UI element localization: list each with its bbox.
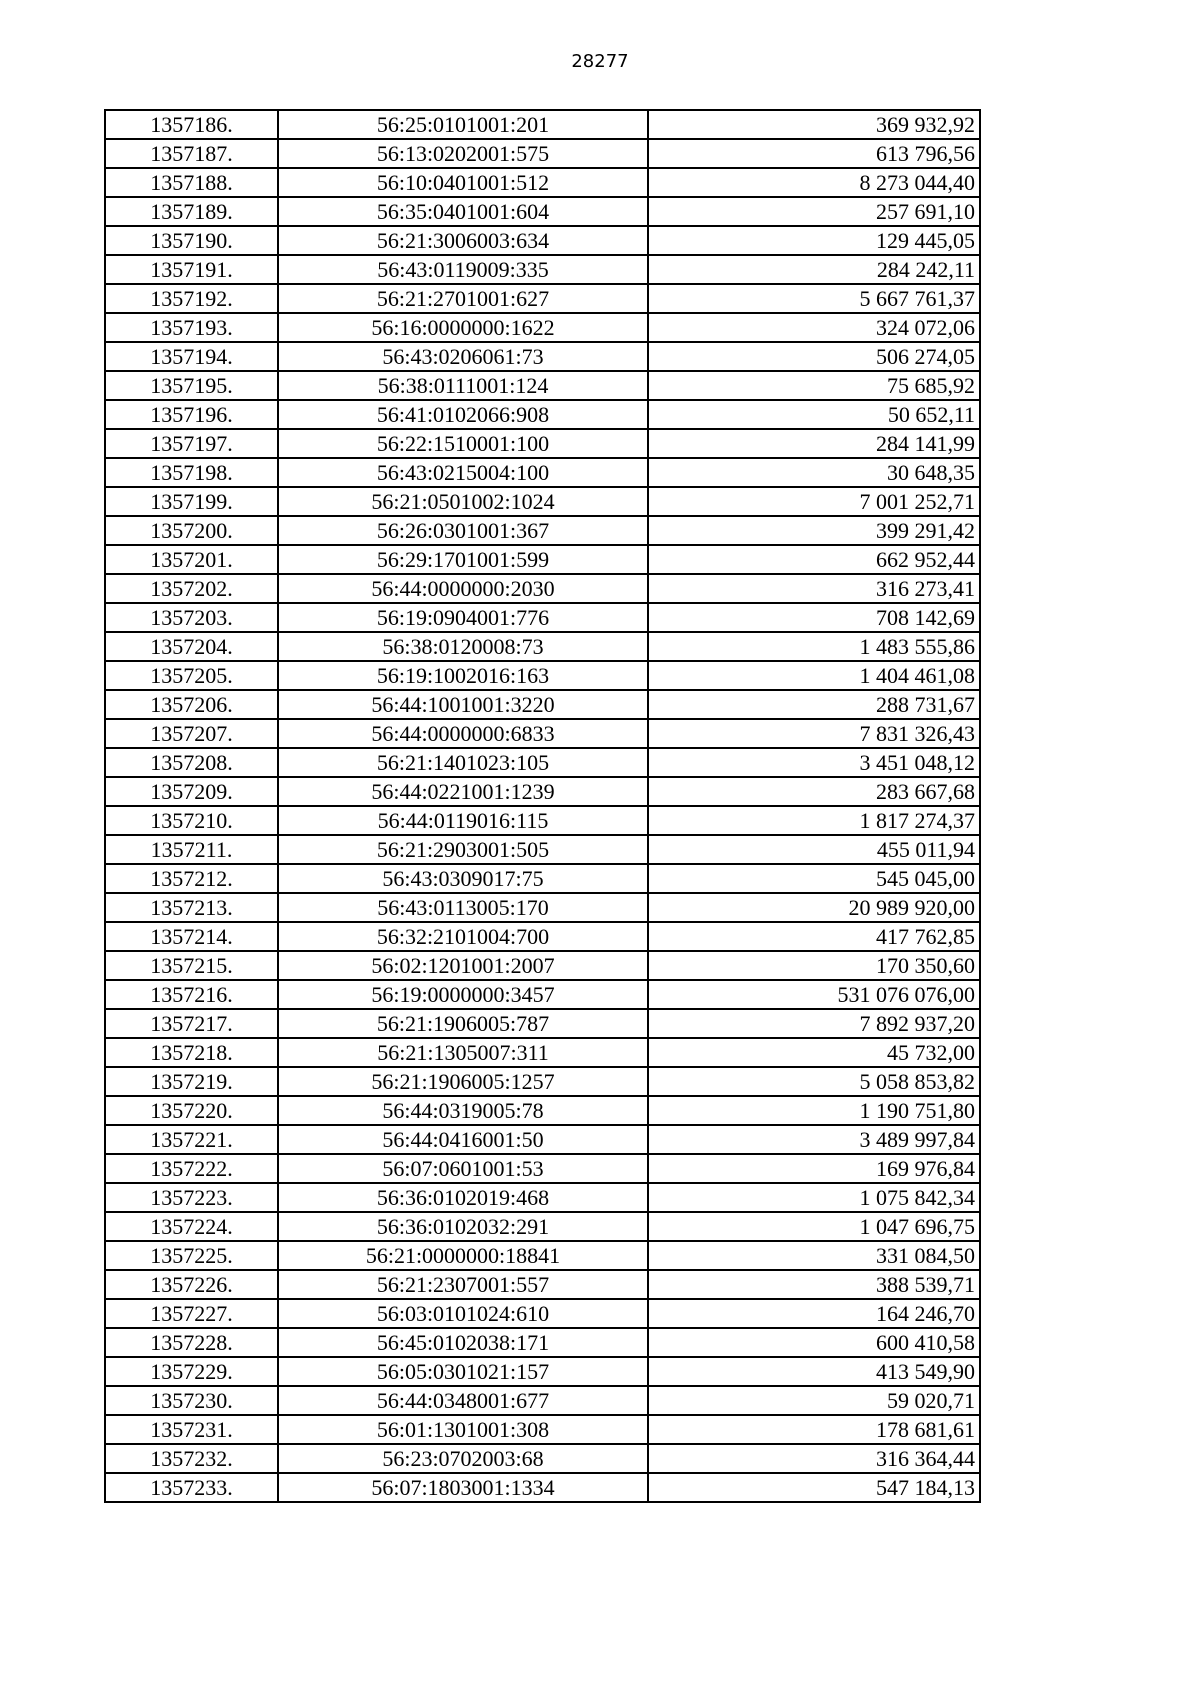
- cadastral-value-cell: 164 246,70: [648, 1299, 980, 1328]
- cadastral-value-cell: 1 047 696,75: [648, 1212, 980, 1241]
- row-number-cell: 1357224.: [105, 1212, 278, 1241]
- cadastral-number-cell: 56:44:0416001:50: [278, 1125, 648, 1154]
- cadastral-number-cell: 56:35:0401001:604: [278, 197, 648, 226]
- cadastral-value-cell: 283 667,68: [648, 777, 980, 806]
- row-number-cell: 1357202.: [105, 574, 278, 603]
- cadastral-value-cell: 369 932,92: [648, 110, 980, 139]
- cadastral-value-cell: 5 058 853,82: [648, 1067, 980, 1096]
- cadastral-value-cell: 613 796,56: [648, 139, 980, 168]
- cadastral-number-cell: 56:23:0702003:68: [278, 1444, 648, 1473]
- row-number-cell: 1357197.: [105, 429, 278, 458]
- row-number-cell: 1357200.: [105, 516, 278, 545]
- cadastral-number-cell: 56:32:2101004:700: [278, 922, 648, 951]
- cadastral-number-cell: 56:44:0221001:1239: [278, 777, 648, 806]
- table-row: [105, 1154, 980, 1183]
- row-number-cell: 1357194.: [105, 342, 278, 371]
- cadastral-number-cell: 56:43:0215004:100: [278, 458, 648, 487]
- table-row: [105, 1241, 980, 1270]
- cadastral-value-cell: 288 731,67: [648, 690, 980, 719]
- cadastral-number-cell: 56:29:1701001:599: [278, 545, 648, 574]
- row-number-cell: 1357227.: [105, 1299, 278, 1328]
- cadastral-number-cell: 56:19:0000000:3457: [278, 980, 648, 1009]
- cadastral-value-cell: 600 410,58: [648, 1328, 980, 1357]
- cadastral-number-cell: 56:10:0401001:512: [278, 168, 648, 197]
- row-number-cell: 1357196.: [105, 400, 278, 429]
- row-number-cell: 1357220.: [105, 1096, 278, 1125]
- cadastral-number-cell: 56:01:1301001:308: [278, 1415, 648, 1444]
- table-row: [105, 661, 980, 690]
- cadastral-number-cell: 56:21:2307001:557: [278, 1270, 648, 1299]
- row-number-cell: 1357214.: [105, 922, 278, 951]
- cadastral-value-cell: 284 141,99: [648, 429, 980, 458]
- table-row: [105, 284, 980, 313]
- table-row: [105, 893, 980, 922]
- row-number-cell: 1357232.: [105, 1444, 278, 1473]
- cadastral-number-cell: 56:44:0319005:78: [278, 1096, 648, 1125]
- cadastral-number-cell: 56:38:0111001:124: [278, 371, 648, 400]
- row-number-cell: 1357207.: [105, 719, 278, 748]
- cadastral-value-cell: 413 549,90: [648, 1357, 980, 1386]
- cadastral-value-cell: 1 483 555,86: [648, 632, 980, 661]
- table-row: [105, 1183, 980, 1212]
- cadastral-number-cell: 56:21:2701001:627: [278, 284, 648, 313]
- cadastral-number-cell: 56:36:0102019:468: [278, 1183, 648, 1212]
- row-number-cell: 1357211.: [105, 835, 278, 864]
- row-number-cell: 1357212.: [105, 864, 278, 893]
- table-row: [105, 545, 980, 574]
- row-number-cell: 1357219.: [105, 1067, 278, 1096]
- cadastral-number-cell: 56:36:0102032:291: [278, 1212, 648, 1241]
- cadastral-number-cell: 56:21:0501002:1024: [278, 487, 648, 516]
- cadastral-value-cell: 388 539,71: [648, 1270, 980, 1299]
- cadastral-number-cell: 56:44:0119016:115: [278, 806, 648, 835]
- cadastral-value-cell: 75 685,92: [648, 371, 980, 400]
- cadastral-value-cell: 170 350,60: [648, 951, 980, 980]
- table-row: [105, 226, 980, 255]
- table-row: [105, 719, 980, 748]
- cadastral-number-cell: 56:13:0202001:575: [278, 139, 648, 168]
- row-number-cell: 1357190.: [105, 226, 278, 255]
- cadastral-value-cell: 169 976,84: [648, 1154, 980, 1183]
- row-number-cell: 1357186.: [105, 110, 278, 139]
- cadastral-number-cell: 56:21:1906005:1257: [278, 1067, 648, 1096]
- cadastral-value-cell: 129 445,05: [648, 226, 980, 255]
- table-row: [105, 1125, 980, 1154]
- cadastral-number-cell: 56:21:1401023:105: [278, 748, 648, 777]
- table-body: [105, 110, 980, 1502]
- cadastral-value-cell: 7 001 252,71: [648, 487, 980, 516]
- row-number-cell: 1357223.: [105, 1183, 278, 1212]
- table-row: [105, 951, 980, 980]
- cadastral-value-cell: 1 404 461,08: [648, 661, 980, 690]
- cadastral-value-cell: 708 142,69: [648, 603, 980, 632]
- cadastral-value-cell: 324 072,06: [648, 313, 980, 342]
- row-number-cell: 1357203.: [105, 603, 278, 632]
- cadastral-value-cell: 1 817 274,37: [648, 806, 980, 835]
- table-row: [105, 806, 980, 835]
- row-number-cell: 1357231.: [105, 1415, 278, 1444]
- cadastral-number-cell: 56:21:0000000:18841: [278, 1241, 648, 1270]
- table-row: [105, 1386, 980, 1415]
- cadastral-value-cell: 399 291,42: [648, 516, 980, 545]
- cadastral-number-cell: 56:21:2903001:505: [278, 835, 648, 864]
- cadastral-number-cell: 56:38:0120008:73: [278, 632, 648, 661]
- cadastral-value-cell: 257 691,10: [648, 197, 980, 226]
- cadastral-number-cell: 56:43:0206061:73: [278, 342, 648, 371]
- table-row: [105, 574, 980, 603]
- cadastral-number-cell: 56:21:1305007:311: [278, 1038, 648, 1067]
- cadastral-number-cell: 56:21:3006003:634: [278, 226, 648, 255]
- row-number-cell: 1357226.: [105, 1270, 278, 1299]
- cadastral-value-cell: 50 652,11: [648, 400, 980, 429]
- cadastral-value-cell: 662 952,44: [648, 545, 980, 574]
- cadastral-number-cell: 56:44:0000000:6833: [278, 719, 648, 748]
- row-number-cell: 1357199.: [105, 487, 278, 516]
- cadastral-value-cell: 531 076 076,00: [648, 980, 980, 1009]
- cadastral-value-cell: 417 762,85: [648, 922, 980, 951]
- row-number-cell: 1357204.: [105, 632, 278, 661]
- table-row: [105, 777, 980, 806]
- cadastral-value-cell: 316 273,41: [648, 574, 980, 603]
- cadastral-number-cell: 56:07:0601001:53: [278, 1154, 648, 1183]
- row-number-cell: 1357222.: [105, 1154, 278, 1183]
- cadastral-value-cell: 1 190 751,80: [648, 1096, 980, 1125]
- table-row: [105, 864, 980, 893]
- row-number-cell: 1357229.: [105, 1357, 278, 1386]
- cadastral-number-cell: 56:02:1201001:2007: [278, 951, 648, 980]
- cadastral-number-cell: 56:05:0301021:157: [278, 1357, 648, 1386]
- table-row: [105, 1299, 980, 1328]
- cadastral-value-table: [104, 109, 981, 1503]
- table-row: [105, 1212, 980, 1241]
- cadastral-number-cell: 56:19:1002016:163: [278, 661, 648, 690]
- cadastral-value-cell: 547 184,13: [648, 1473, 980, 1502]
- row-number-cell: 1357233.: [105, 1473, 278, 1502]
- table-row: [105, 690, 980, 719]
- cadastral-value-cell: 30 648,35: [648, 458, 980, 487]
- row-number-cell: 1357208.: [105, 748, 278, 777]
- row-number-cell: 1357205.: [105, 661, 278, 690]
- row-number-cell: 1357192.: [105, 284, 278, 313]
- cadastral-value-cell: 8 273 044,40: [648, 168, 980, 197]
- table-row: [105, 1473, 980, 1502]
- cadastral-value-cell: 7 892 937,20: [648, 1009, 980, 1038]
- cadastral-number-cell: 56:03:0101024:610: [278, 1299, 648, 1328]
- table-row: [105, 835, 980, 864]
- cadastral-value-cell: 331 084,50: [648, 1241, 980, 1270]
- table-row: [105, 748, 980, 777]
- cadastral-number-cell: 56:44:0000000:2030: [278, 574, 648, 603]
- table-row: [105, 1444, 980, 1473]
- cadastral-value-cell: 3 451 048,12: [648, 748, 980, 777]
- table-row: [105, 371, 980, 400]
- table-row: [105, 400, 980, 429]
- cadastral-number-cell: 56:07:1803001:1334: [278, 1473, 648, 1502]
- row-number-cell: 1357209.: [105, 777, 278, 806]
- cadastral-number-cell: 56:19:0904001:776: [278, 603, 648, 632]
- table-row: [105, 197, 980, 226]
- table-row: [105, 487, 980, 516]
- cadastral-number-cell: 56:44:1001001:3220: [278, 690, 648, 719]
- cadastral-number-cell: 56:22:1510001:100: [278, 429, 648, 458]
- cadastral-number-cell: 56:43:0119009:335: [278, 255, 648, 284]
- row-number-cell: 1357217.: [105, 1009, 278, 1038]
- table-row: [105, 1357, 980, 1386]
- row-number-cell: 1357187.: [105, 139, 278, 168]
- row-number-cell: 1357206.: [105, 690, 278, 719]
- row-number-cell: 1357189.: [105, 197, 278, 226]
- cadastral-number-cell: 56:25:0101001:201: [278, 110, 648, 139]
- row-number-cell: 1357221.: [105, 1125, 278, 1154]
- cadastral-number-cell: 56:44:0348001:677: [278, 1386, 648, 1415]
- table-row: [105, 168, 980, 197]
- table-row: [105, 429, 980, 458]
- table-row: [105, 1415, 980, 1444]
- table-row: [105, 255, 980, 284]
- cadastral-value-cell: 5 667 761,37: [648, 284, 980, 313]
- cadastral-value-cell: 1 075 842,34: [648, 1183, 980, 1212]
- cadastral-value-cell: 316 364,44: [648, 1444, 980, 1473]
- cadastral-number-cell: 56:16:0000000:1622: [278, 313, 648, 342]
- table-row: [105, 980, 980, 1009]
- table-row: [105, 1067, 980, 1096]
- cadastral-number-cell: 56:45:0102038:171: [278, 1328, 648, 1357]
- table-row: [105, 110, 980, 139]
- cadastral-number-cell: 56:21:1906005:787: [278, 1009, 648, 1038]
- row-number-cell: 1357191.: [105, 255, 278, 284]
- table-row: [105, 922, 980, 951]
- row-number-cell: 1357210.: [105, 806, 278, 835]
- row-number-cell: 1357215.: [105, 951, 278, 980]
- cadastral-number-cell: 56:43:0113005:170: [278, 893, 648, 922]
- row-number-cell: 1357228.: [105, 1328, 278, 1357]
- cadastral-number-cell: 56:43:0309017:75: [278, 864, 648, 893]
- table-row: [105, 1038, 980, 1067]
- table-row: [105, 313, 980, 342]
- table-row: [105, 139, 980, 168]
- row-number-cell: 1357195.: [105, 371, 278, 400]
- cadastral-value-cell: 3 489 997,84: [648, 1125, 980, 1154]
- row-number-cell: 1357216.: [105, 980, 278, 1009]
- cadastral-value-cell: 20 989 920,00: [648, 893, 980, 922]
- cadastral-number-cell: 56:41:0102066:908: [278, 400, 648, 429]
- row-number-cell: 1357230.: [105, 1386, 278, 1415]
- table-row: [105, 1270, 980, 1299]
- table-row: [105, 1009, 980, 1038]
- cadastral-value-cell: 545 045,00: [648, 864, 980, 893]
- row-number-cell: 1357188.: [105, 168, 278, 197]
- row-number-cell: 1357198.: [105, 458, 278, 487]
- table-row: [105, 632, 980, 661]
- row-number-cell: 1357225.: [105, 1241, 278, 1270]
- table-row: [105, 1328, 980, 1357]
- page-number: 28277: [571, 51, 629, 72]
- cadastral-value-cell: 178 681,61: [648, 1415, 980, 1444]
- cadastral-value-cell: 7 831 326,43: [648, 719, 980, 748]
- row-number-cell: 1357218.: [105, 1038, 278, 1067]
- cadastral-number-cell: 56:26:0301001:367: [278, 516, 648, 545]
- cadastral-value-cell: 59 020,71: [648, 1386, 980, 1415]
- row-number-cell: 1357193.: [105, 313, 278, 342]
- row-number-cell: 1357201.: [105, 545, 278, 574]
- table-row: [105, 342, 980, 371]
- table-row: [105, 458, 980, 487]
- cadastral-value-cell: 45 732,00: [648, 1038, 980, 1067]
- cadastral-value-cell: 284 242,11: [648, 255, 980, 284]
- row-number-cell: 1357213.: [105, 893, 278, 922]
- cadastral-value-cell: 455 011,94: [648, 835, 980, 864]
- table-row: [105, 1096, 980, 1125]
- cadastral-value-cell: 506 274,05: [648, 342, 980, 371]
- table-row: [105, 603, 980, 632]
- table-row: [105, 516, 980, 545]
